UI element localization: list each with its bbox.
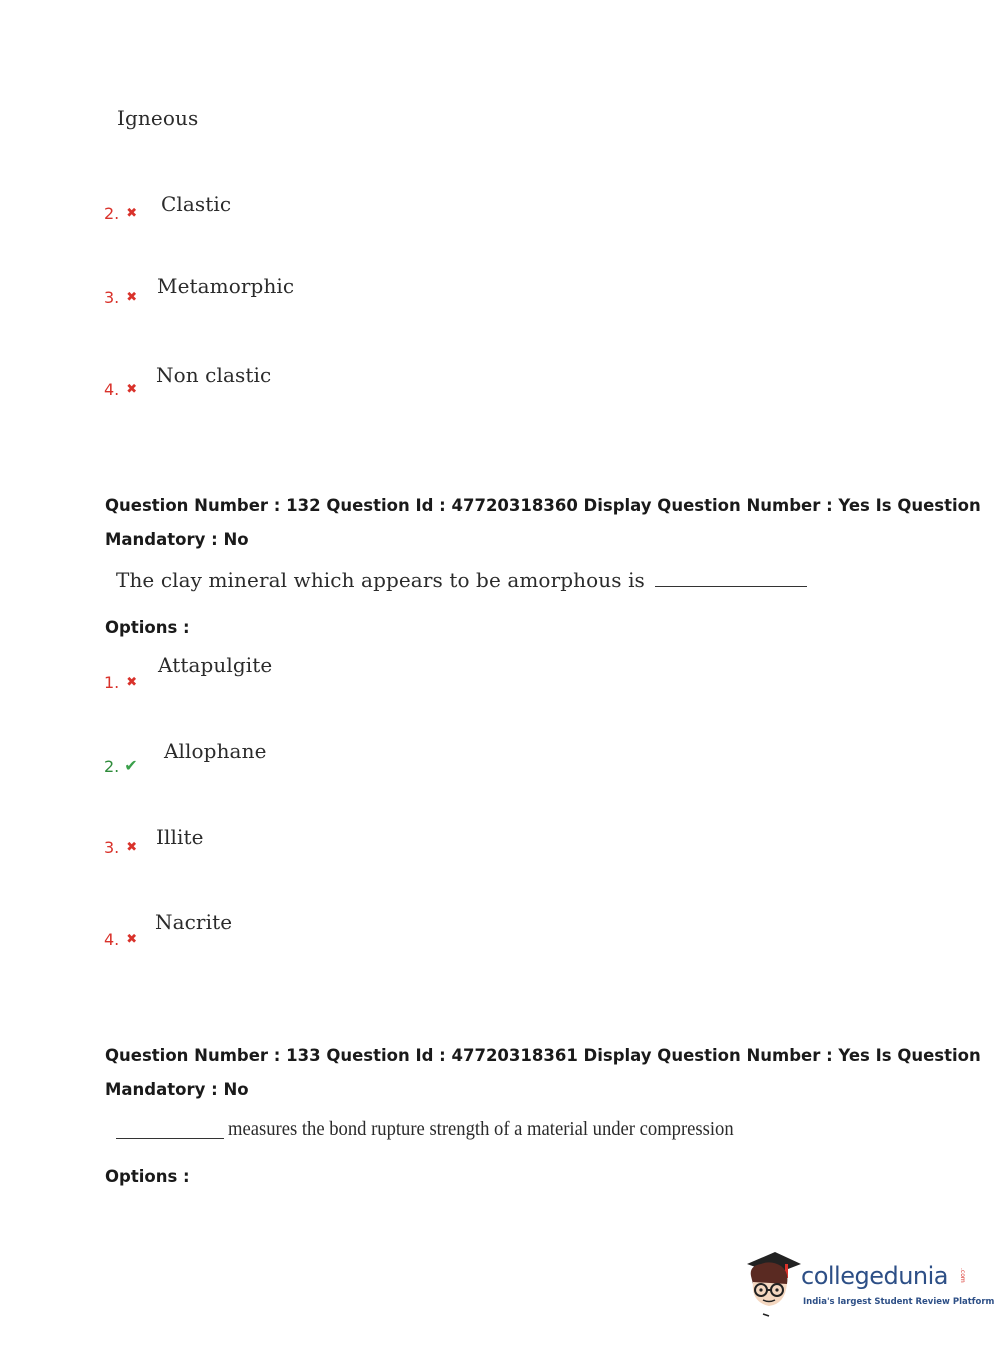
wrong-icon: ✖ (126, 675, 138, 690)
wrong-icon: ✖ (126, 290, 138, 305)
wrong-icon: ✖ (126, 382, 138, 397)
question-text: The clay mineral which appears to be amorphous is (116, 568, 645, 592)
mascot-icon (741, 1250, 803, 1320)
option-number: 2. (104, 204, 120, 223)
option-text: Igneous (117, 106, 199, 130)
wrong-icon: ✖ (126, 932, 138, 947)
option-text: Attapulgite (158, 653, 273, 677)
option-number: 4. (104, 930, 120, 949)
wrong-icon: ✖ (126, 840, 138, 855)
question-text: measures the bond rupture strength of a material under compression (228, 1118, 734, 1140)
options-label: Options : (105, 618, 190, 637)
logo-tagline: India's largest Student Review Platform (803, 1297, 995, 1307)
option-row (104, 838, 137, 857)
option-text: Clastic (161, 192, 232, 216)
check-icon: ✔ (124, 756, 138, 775)
options-label: Options : (105, 1167, 190, 1186)
option-row (104, 673, 137, 692)
option-number: 3. (104, 838, 120, 857)
question-meta-line: Question Number : 133 Question Id : 47720318361 Display Question Number : Yes Is Question (105, 1046, 981, 1065)
logo-wordmark: collegedunia (801, 1262, 949, 1290)
question-meta-line: Question Number : 132 Question Id : 47720318360 Display Question Number : Yes Is Question (105, 496, 981, 515)
option-text: Nacrite (155, 910, 233, 934)
option-number: 1. (104, 673, 120, 692)
option-row (104, 288, 137, 307)
option-text: Non clastic (156, 363, 272, 387)
option-row (104, 757, 138, 776)
option-row (104, 380, 137, 399)
option-text: Allophane (164, 739, 267, 763)
logo-suffix: .com (959, 1268, 966, 1283)
option-text: Illite (156, 825, 204, 849)
answer-blank (116, 1124, 224, 1139)
option-number: 4. (104, 380, 120, 399)
wrong-icon: ✖ (126, 206, 138, 221)
question-text-row (116, 1118, 734, 1140)
collegedunia-logo (741, 1250, 995, 1320)
question-meta-mandatory: Mandatory : No (105, 530, 249, 549)
option-row (104, 204, 137, 223)
option-number: 2. (104, 757, 120, 776)
question-meta-mandatory: Mandatory : No (105, 1080, 249, 1099)
option-row (104, 930, 137, 949)
option-text: Metamorphic (157, 274, 295, 298)
question-text-row (116, 568, 807, 592)
answer-blank (655, 572, 807, 587)
option-number: 3. (104, 288, 120, 307)
